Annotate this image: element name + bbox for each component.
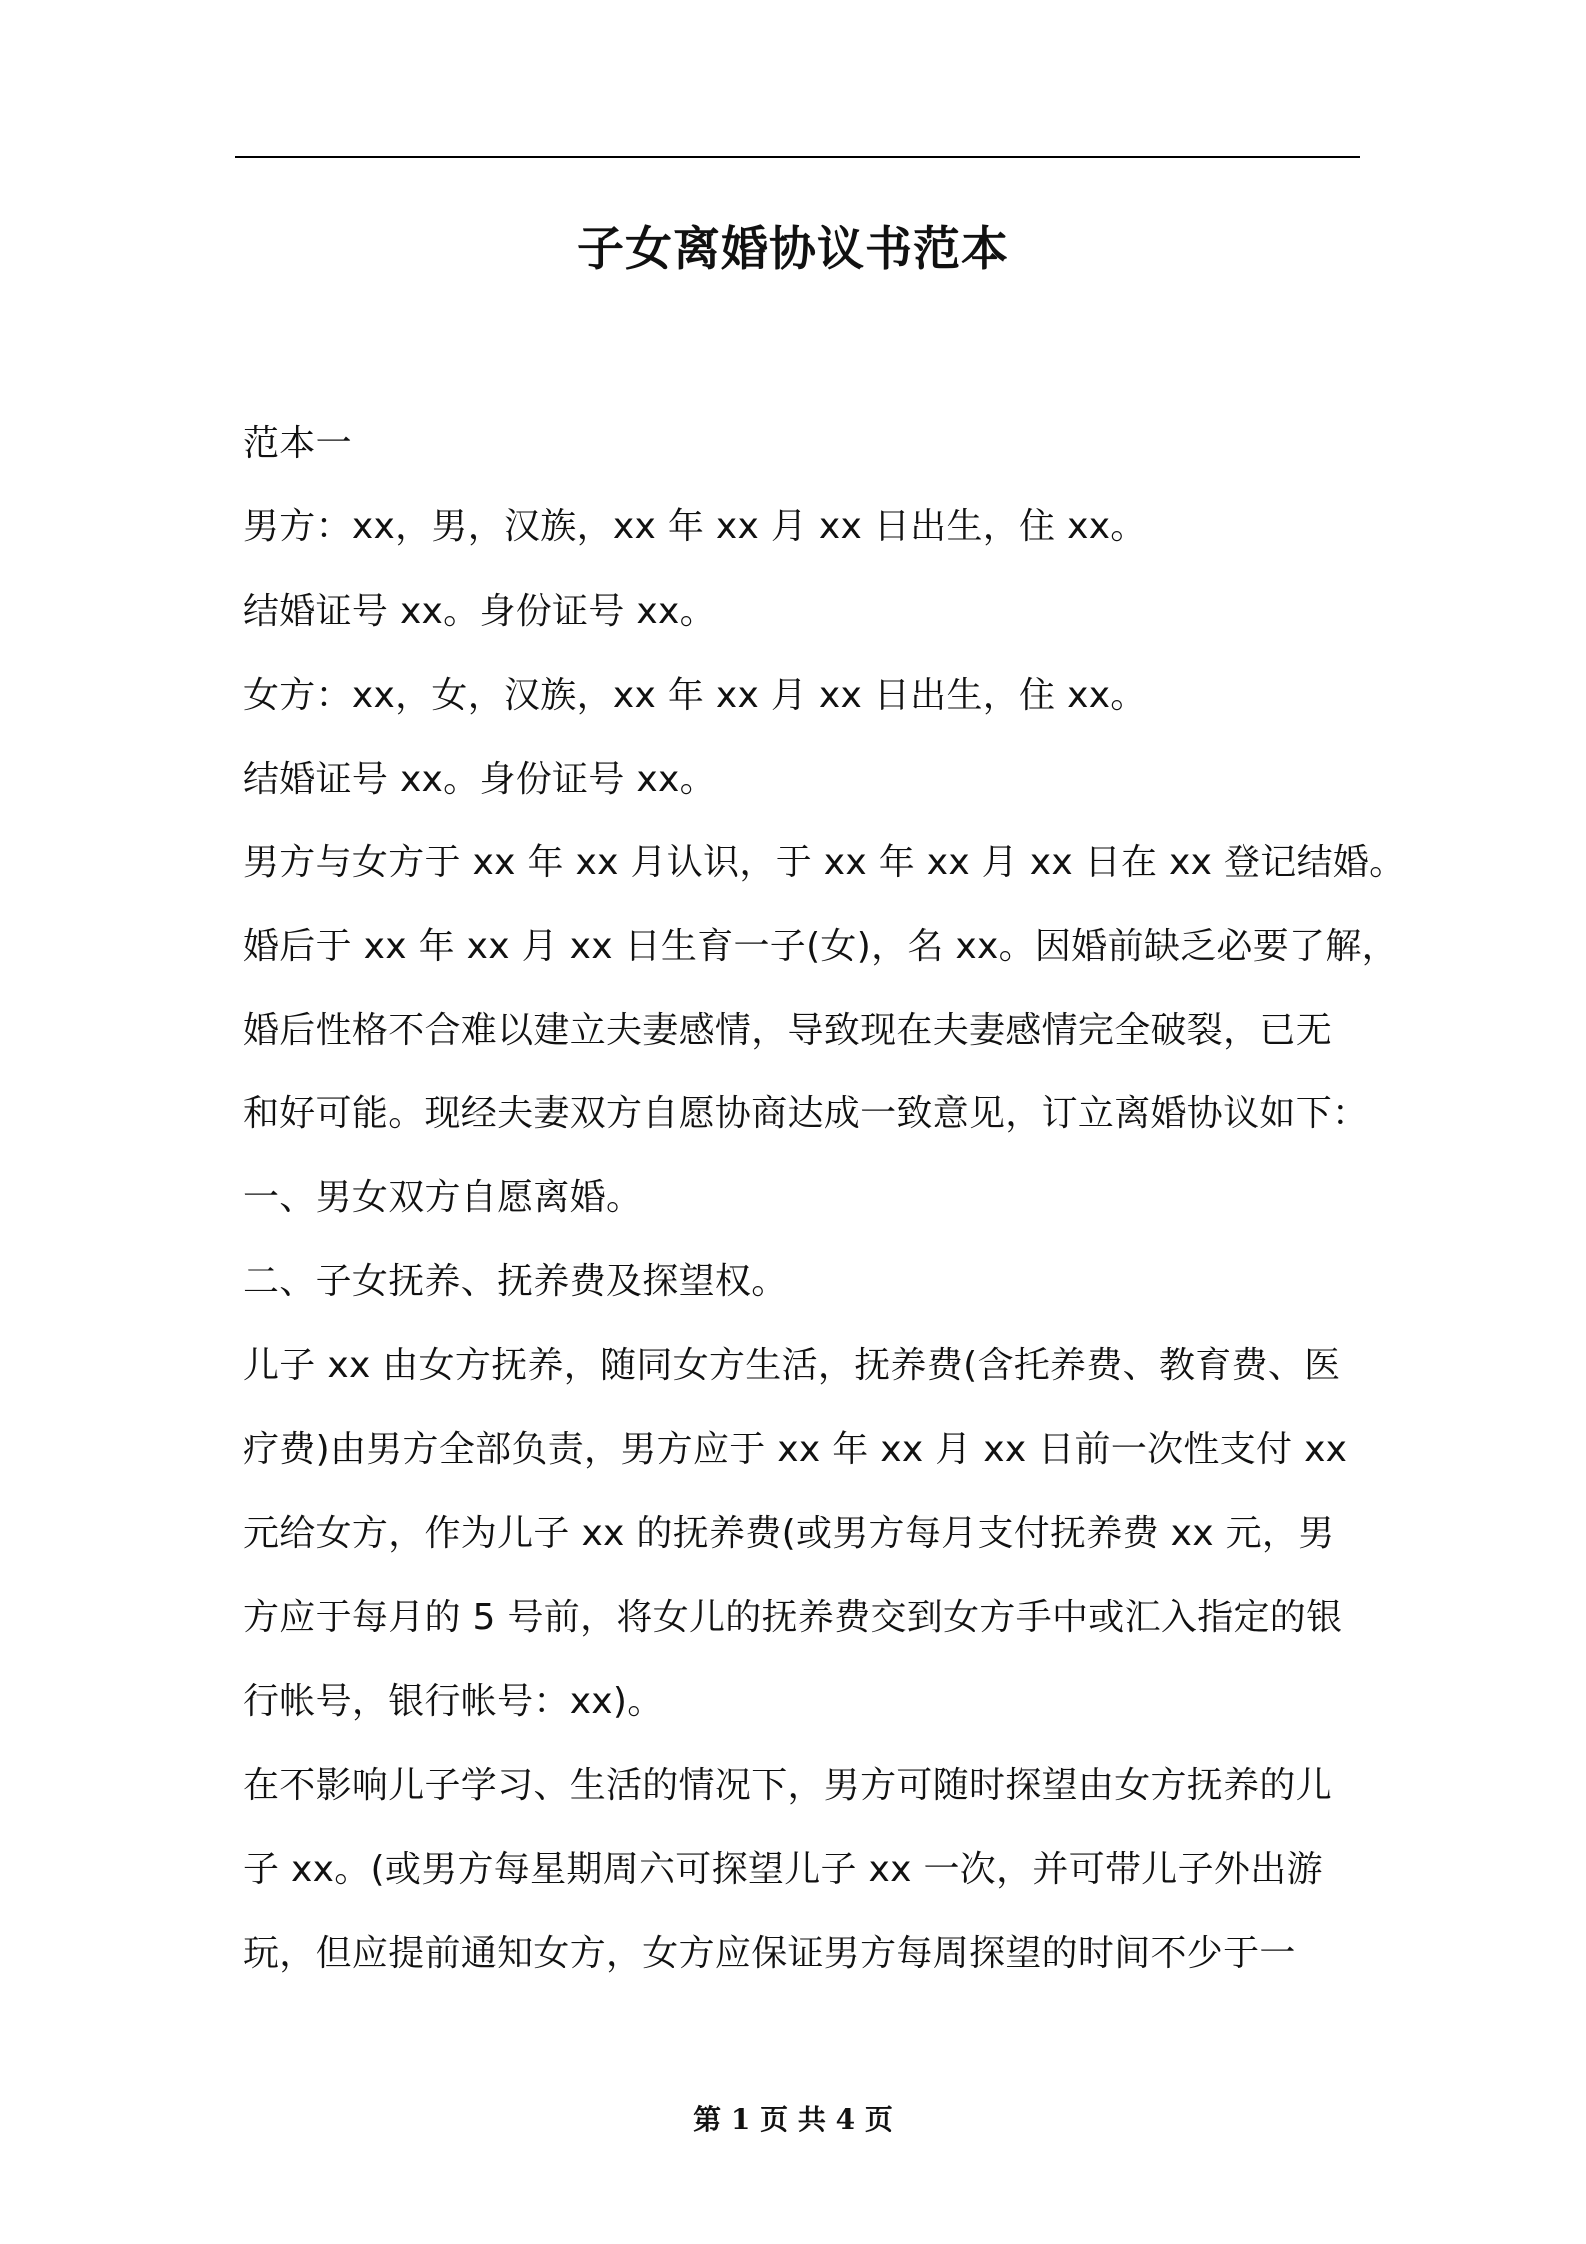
body-line: 二、子女抚养、抚养费及探望权。 bbox=[243, 1261, 788, 1302]
header-rule bbox=[235, 156, 1360, 158]
body-line: 一、男女双方自愿离婚。 bbox=[243, 1177, 643, 1218]
body-line: 婚后于 xx 年 xx 月 xx 日生育一子(女)，名 xx。因婚前缺乏必要了解， bbox=[243, 926, 1398, 967]
body-line: 元给女方，作为儿子 xx 的抚养费(或男方每月支付抚养费 xx 元，男 bbox=[243, 1513, 1335, 1554]
body-line: 行帐号，银行帐号：xx)。 bbox=[243, 1681, 664, 1722]
body-line: 男方与女方于 xx 年 xx 月认识，于 xx 年 xx 月 xx 日在 xx 登记结婚。 bbox=[243, 842, 1406, 883]
body-line: 婚后性格不合难以建立夫妻感情，导致现在夫妻感情完全破裂，已无 bbox=[243, 1010, 1333, 1051]
body-line: 女方：xx，女，汉族，xx 年 xx 月 xx 日出生，住 xx。 bbox=[243, 675, 1147, 716]
body-line: 玩，但应提前通知女方，女方应保证男方每周探望的时间不少于一 bbox=[243, 1933, 1296, 1974]
body-line: 子 xx。(或男方每星期周六可探望儿子 xx 一次，并可带儿子外出游 bbox=[243, 1849, 1323, 1890]
body-line: 男方：xx，男，汉族，xx 年 xx 月 xx 日出生，住 xx。 bbox=[243, 506, 1147, 547]
body-line: 疗费)由男方全部负责，男方应于 xx 年 xx 月 xx 日前一次性支付 xx bbox=[243, 1429, 1348, 1470]
body-line: 儿子 xx 由女方抚养，随同女方生活，抚养费(含托养费、教育费、医 bbox=[243, 1345, 1341, 1386]
document-title: 子女离婚协议书范本 bbox=[577, 222, 1009, 277]
body-line: 在不影响儿子学习、生活的情况下，男方可随时探望由女方抚养的儿 bbox=[243, 1765, 1333, 1806]
body-line: 结婚证号 xx。身份证号 xx。 bbox=[243, 759, 716, 800]
page-footer: 第 1 页 共 4 页 bbox=[693, 2103, 893, 2136]
body-line: 方应于每月的 5 号前，将女儿的抚养费交到女方手中或汇入指定的银 bbox=[243, 1597, 1343, 1638]
body-line: 范本一 bbox=[243, 423, 352, 464]
body-line: 结婚证号 xx。身份证号 xx。 bbox=[243, 591, 716, 632]
body-line: 和好可能。现经夫妻双方自愿协商达成一致意见，订立离婚协议如下： bbox=[243, 1093, 1369, 1134]
